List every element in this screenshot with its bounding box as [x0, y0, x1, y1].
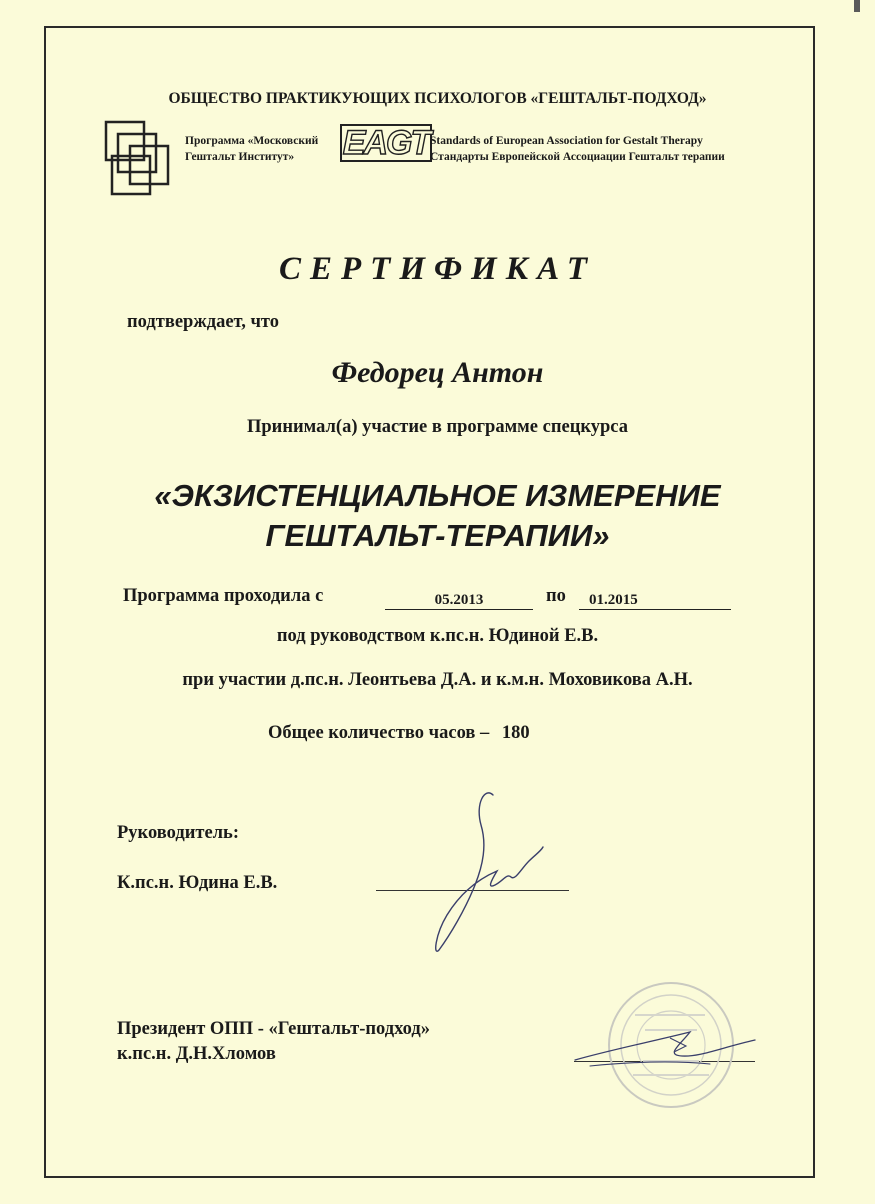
date-to-field [579, 591, 731, 610]
certificate-title: СЕРТИФИКАТ [278, 251, 597, 287]
head-label: Руководитель: [117, 823, 239, 843]
date-from: 05.2013 [385, 592, 533, 610]
course-title-line-1: «ЭКЗИСТЕНЦИАЛЬНОЕ ИЗМЕРЕНИЕ [154, 478, 721, 513]
standards-en: Standards of European Association for Gestalt Therapy [430, 135, 703, 147]
participants-text: при участии д.пс.н. Леонтьева Д.А. и к.м.н. Моховикова А.Н. [182, 670, 693, 690]
program-line-1: Программа «Московский [185, 135, 319, 147]
organization-title: ОБЩЕСТВО ПРАКТИКУЮЩИХ ПСИХОЛОГОВ «ГЕШТАЛЬТ-ПОДХОД» [168, 90, 707, 107]
hours-row [268, 723, 530, 744]
president-signature-icon [570, 1020, 760, 1080]
standards-ru: Стандарты Европейской Ассоциации Гештальт терапии [430, 151, 725, 163]
president-line-1: Президент ОПП - «Гештальт-подход» [117, 1019, 430, 1039]
squares-logo-icon [104, 120, 170, 198]
head-signature-icon [425, 785, 555, 960]
confirms-text: подтверждает, что [127, 312, 280, 332]
standards-text [430, 133, 725, 165]
head-name: К.пс.н. Юдина Е.В. [117, 873, 278, 893]
period-to: по [546, 586, 566, 606]
hours-label: Общее количество часов – [268, 723, 490, 743]
recipient-name: Федорец Антон [331, 356, 544, 389]
hours-value: 180 [501, 723, 530, 743]
scan-edge [854, 0, 860, 12]
supervision-text: под руководством к.пс.н. Юдиной Е.В. [276, 626, 599, 646]
date-from-field [385, 591, 533, 610]
course-title-line-2: ГЕШТАЛЬТ-ТЕРАПИИ» [265, 518, 610, 553]
program-line-2: Гештальт Институт» [185, 151, 295, 163]
president-line-2: к.пс.н. Д.Н.Хломов [117, 1044, 276, 1064]
program-name [185, 133, 318, 165]
date-to: 01.2015 [579, 592, 731, 610]
period-prefix: Программа проходила с [123, 586, 324, 606]
eagt-logo: EAGT [340, 124, 432, 162]
participation-text: Принимал(а) участие в программе спецкурса [246, 417, 628, 437]
